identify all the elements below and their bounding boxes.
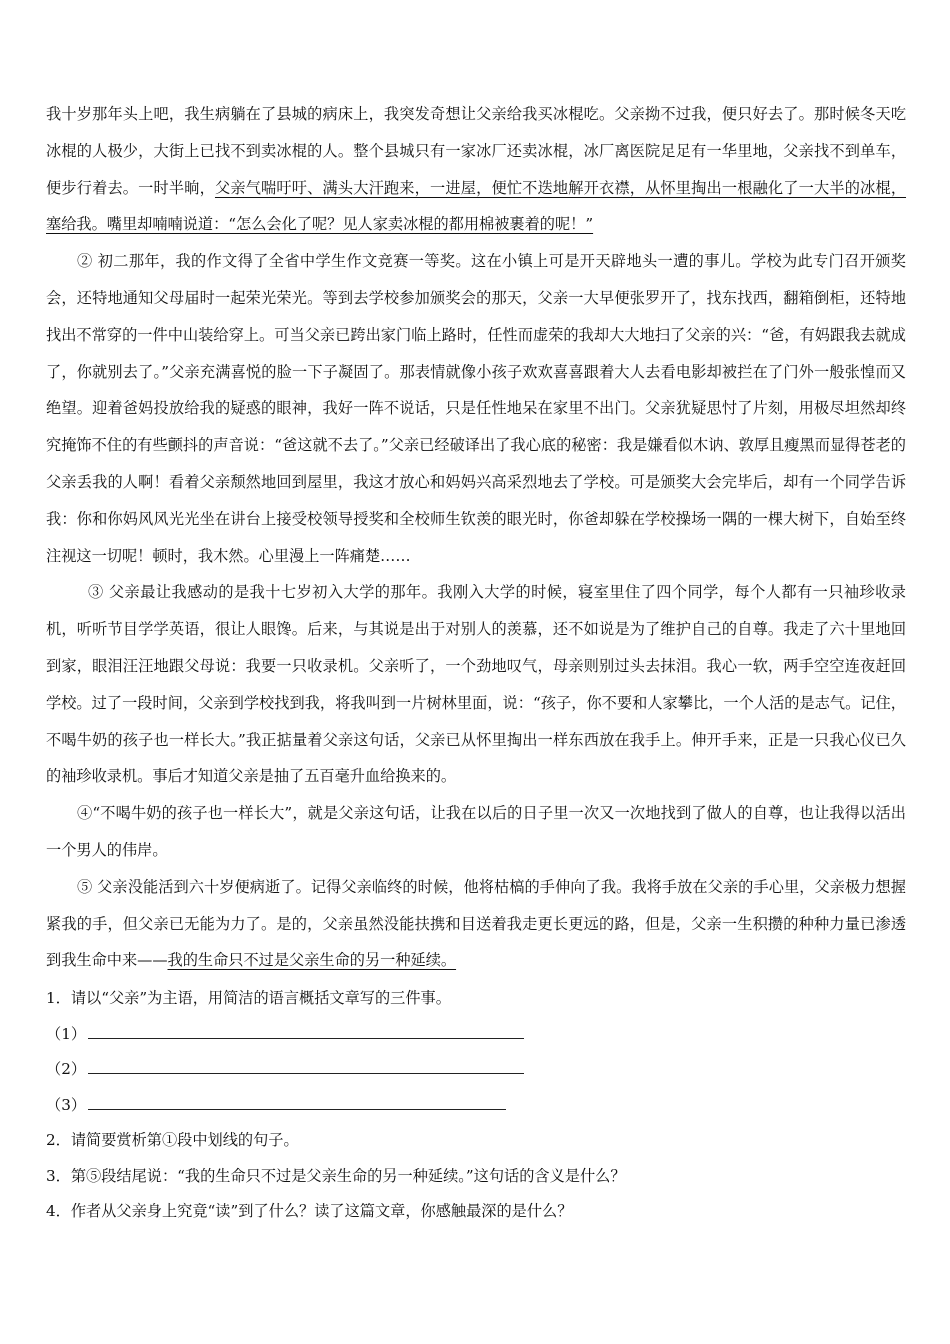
paragraph-2: ② 初二那年，我的作文得了全省中学生作文竞赛一等奖。这在小镇上可是开天辟地头一遭的事儿。学校为此专门召开颁奖会，还特地通知父母届时一起荣光荣光。等到去学校参加颁奖会的那天，父亲一大早便张罗开了，找东找西，翻箱倒柜，还特地找出不常穿的一件中山装给穿上。可当父亲已跨出家门临上路时，任性而虚荣的我却大大地扫了父亲的兴：“爸，有妈跟我去就成了，你就别去了。”父亲充满喜悦的脸一下子凝固了。那表情就像小孩子欢欢喜喜跟着大人去看电影却被拦在了门外一般张惶而又绝望。迎着爸妈投放给我的疑惑的眼神，我好一阵不说话，只是任性地呆在家里不出门。父亲犹疑思忖了片刻，用极尽坦然却终究掩饰不住的有些颤抖的声音说：“爸这就不去了。”父亲已经破译出了我心底的秘密：我是嫌看似木讷、敦厚且瘦黑而显得苍老的父亲丢我的人啊！看着父亲颓然地回到屋里，我这才放心和妈妈兴高采烈地去了学校。可是颁奖大会完毕后，却有一个同学告诉我：你和你妈风风光光坐在讲台上接受校领导授奖和全校师生钦羡的眼光时，你爸却躲在学校操场一隅的一棵大树下，自始至终注视这一切呢！顿时，我木然。心里漫上一阵痛楚…… xyxy=(46,252,906,565)
answer-blank-3[interactable] xyxy=(88,1089,506,1110)
answer-blank-1[interactable] xyxy=(88,1018,524,1039)
paragraph-4: ④“不喝牛奶的孩子也一样长大”，就是父亲这句话，让我在以后的日子里一次又一次地找到了做人的自尊，也让我得以活出一个男人的伟岸。 xyxy=(46,804,906,859)
paragraph-3: ③ 父亲最让我感动的是我十七岁初入大学的那年。我刚入大学的时候，寝室里住了四个同学，每个人都有一只袖珍收录机，听听节目学学英语，很让人眼馋。后来，与其说是出于对别人的羡慕，还不如说是为了维护自己的自尊。我走了六十里地回到家，眼泪汪汪地跟父母说：我要一只收录机。父亲听了，一个劲地叹气，母亲则别过头去抹泪。我心一软，两手空空连夜赶回学校。过了一段时间，父亲到学校找到我，将我叫到一片树林里面，说：“孩子，你不要和人家攀比，一个人活的是志气。记住，不喝牛奶的孩子也一样长大。”我正掂量着父亲这句话，父亲已从怀里掏出一样东西放在我手上。伸开手来，正是一只我心仪已久的袖珍收录机。事后才知道父亲是抽了五百毫升血给换来的。 xyxy=(46,583,906,786)
answer-blank-2[interactable] xyxy=(88,1053,524,1074)
paragraph-1-text: 我十岁那年头上吧，我生病躺在了县城的病床上，我突发奇想让父亲给我买冰棍吃。父亲拗不过我，便只好去了。那时候冬天吃冰棍的人极少，大街上已找不到卖冰棍的人。整个县城只有一家冰厂还卖冰棍，冰厂离医院足足有一华里地，父亲找不到单车，便步行着去。一时半晌， xyxy=(46,105,906,197)
answer-label-2: （2） xyxy=(46,1060,87,1079)
paragraph-5 xyxy=(46,869,906,979)
document-page xyxy=(46,96,906,1230)
underlined-sentence-1: 父亲气喘吁吁、满头大汗跑来，一进屋，便忙不迭地解开衣襟，从怀里掏出一根融化了一大半的冰棍，塞给我。嘴里却喃喃说道：“怎么会化了呢？见人家卖冰棍的都用棉被裹着的呢！” xyxy=(46,178,907,234)
answer-label-1: （1） xyxy=(46,1024,87,1043)
underlined-sentence-5: 我的生命只不过是父亲生命的另一种延续。 xyxy=(167,951,457,970)
answer-line-3 xyxy=(46,1088,906,1124)
answer-line-1 xyxy=(46,1017,906,1053)
question-3: 3．第⑤段结尾说：“我的生命只不过是父亲生命的另一种延续。”这句话的含义是什么？ xyxy=(46,1166,626,1185)
question-1: 1．请以“父亲”为主语，用简洁的语言概括文章写的三件事。 xyxy=(46,989,451,1008)
questions-section xyxy=(46,981,906,1230)
question-4: 4．作者从父亲身上究竟“读”到了什么？读了这篇文章，你感触最深的是什么？ xyxy=(46,1202,573,1221)
question-2: 2．请简要赏析第①段中划线的句子。 xyxy=(46,1131,299,1150)
paragraph-5-text: ⑤ 父亲没能活到六十岁便病逝了。记得父亲临终的时候，他将枯槁的手伸向了我。我将手放在父亲的手心里，父亲极力想握紧我的手，但父亲已无能为力了。是的，父亲虽然没能扶携和目送着我走更长更远的路，但是，父亲一生积攒的种种力量已渗透到我生命中来—— xyxy=(46,877,906,970)
answer-line-2 xyxy=(46,1052,906,1088)
paragraph-1 xyxy=(46,96,906,243)
answer-label-3: （3） xyxy=(46,1095,87,1114)
